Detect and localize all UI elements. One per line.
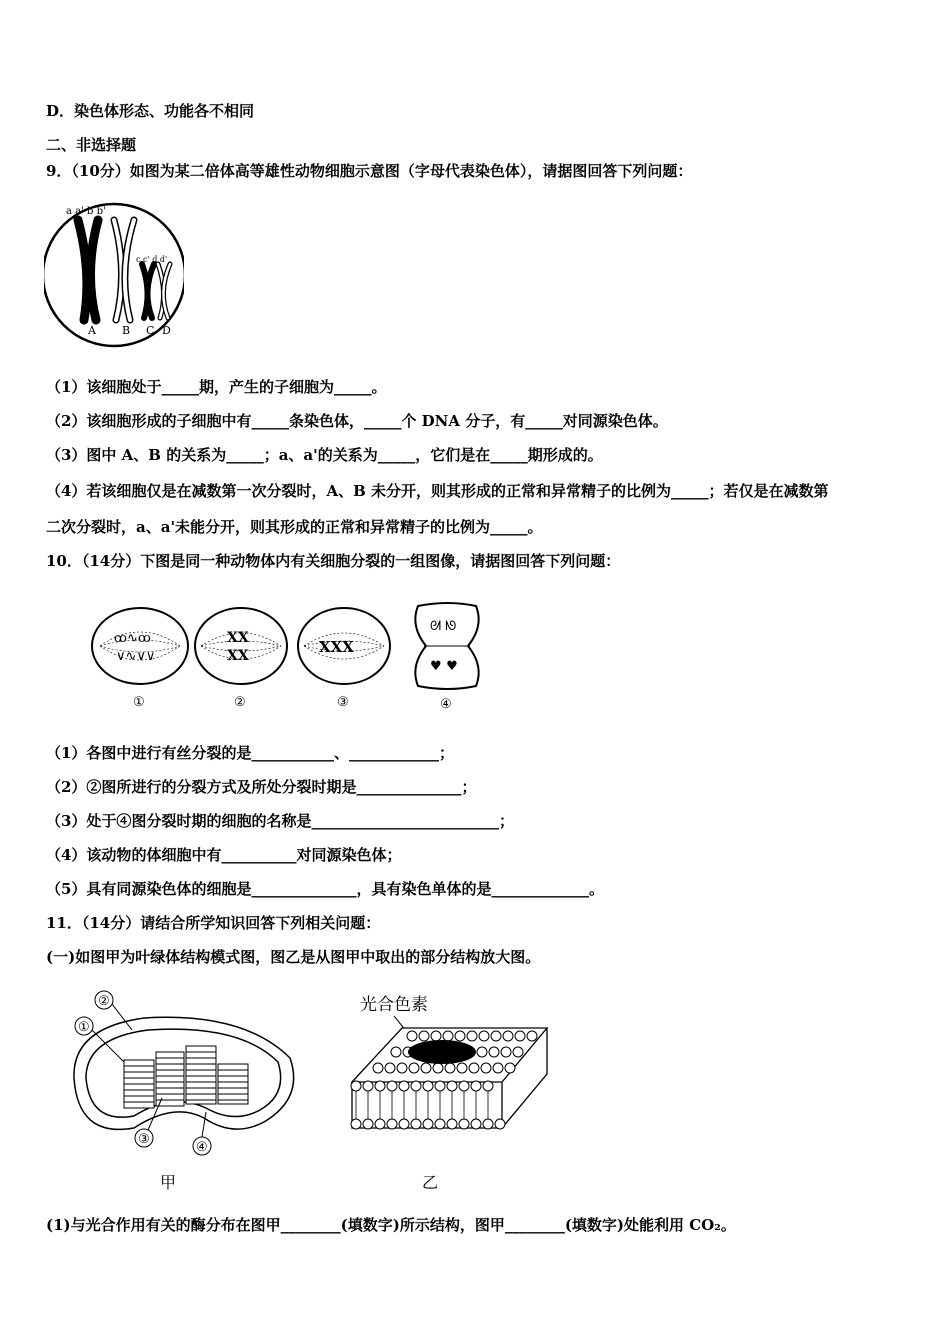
caption-jia: 甲 — [160, 1173, 177, 1192]
q11-part1: (1)与光合作用有关的酶分布在图甲________(填数字)所示结构，图甲________(填数字)处能利用 CO₂。 — [46, 1216, 736, 1234]
cell-2-label: ② — [234, 695, 246, 710]
pigment-label: 光合色素 — [360, 995, 428, 1015]
jia-label-4: ④ — [196, 1140, 208, 1155]
fig9-mid-labels: c c' d d' — [136, 255, 168, 264]
q10-heading: 10．（14分）下图是同一种动物体内有关细胞分裂的一组图像，请据图回答下列问题： — [46, 552, 621, 570]
thylakoid-stacks — [124, 1046, 248, 1108]
q11-subheading: (一)如图甲为叶绿体结构模式图，图乙是从图甲中取出的部分结构放大图。 — [46, 948, 541, 966]
svg-text:XXX: XXX — [319, 638, 354, 656]
q9-part4-line1: （4）若该细胞仅是在减数第一次分裂时，A、B 未分开，则其形成的正常和异常精子的比例为_____；若仅是在减数第 — [46, 482, 829, 500]
cell-2 — [195, 608, 287, 710]
chloroplast-figure — [64, 988, 304, 1158]
thylakoid-membrane-figure — [342, 990, 562, 1140]
q10-cells-figure — [88, 598, 488, 716]
fig9-top-labels: a a' b b' — [66, 206, 106, 217]
fig9-label-d: D — [162, 324, 171, 337]
svg-text:♥ ♥: ♥ ♥ — [430, 659, 458, 674]
fig9-label-a: A — [88, 324, 96, 337]
cell-3 — [298, 608, 390, 710]
svg-text:ꝏ∿ꝏ: ꝏ∿ꝏ — [114, 631, 151, 646]
cell-4-label: ④ — [440, 697, 452, 712]
jia-label-3: ③ — [138, 1132, 150, 1147]
svg-text:∨∿∨∨: ∨∿∨∨ — [116, 649, 156, 664]
cell-1 — [92, 608, 188, 710]
section-heading: 二、非选择题 — [46, 136, 137, 154]
q10-part2: （2）②图所进行的分裂方式及所处分裂时期是______________； — [46, 778, 477, 796]
option-d: D．染色体形态、功能各不相同 — [46, 102, 255, 120]
q9-part3: （3）图中 A、B 的关系为_____；a、a'的关系为_____，它们是在_____期形成的。 — [46, 446, 603, 464]
fig9-label-c: C — [146, 324, 155, 337]
svg-text:ᘛ ᘚ: ᘛ ᘚ — [430, 619, 457, 634]
q10-part4: （4）该动物的体细胞中有__________对同源染色体； — [46, 846, 402, 864]
q10-part3: （3）处于④图分裂时期的细胞的名称是_________________________； — [46, 812, 514, 830]
chromosome-a-prime — [90, 220, 98, 320]
q9-part4-line2: 二次分裂时，a、a'未能分开，则其形成的正常和异常精子的比例为_____。 — [46, 518, 543, 536]
q9-cell-figure — [44, 192, 184, 354]
cell-3-label: ③ — [337, 695, 349, 710]
q9-part2: （2）该细胞形成的子细胞中有_____条染色体，_____个 DNA 分子，有_____对同源染色体。 — [46, 412, 668, 430]
cell-1-label: ① — [133, 695, 145, 710]
q10-part5: （5）具有同源染色体的细胞是______________，具有染色单体的是_____________。 — [46, 880, 604, 898]
q9-part1: （1）该细胞处于_____期，产生的子细胞为_____。 — [46, 378, 387, 396]
jia-label-1: ① — [78, 1020, 90, 1035]
cell-4 — [415, 603, 478, 712]
pigment-cluster — [408, 1040, 476, 1064]
svg-text:XX: XX — [227, 630, 249, 646]
jia-label-2: ② — [98, 994, 110, 1009]
q11-heading: 11．（14分）请结合所学知识回答下列相关问题： — [46, 914, 381, 932]
fig9-label-b: B — [122, 324, 131, 337]
chromosome-a — [78, 220, 87, 320]
caption-yi: 乙 — [422, 1173, 439, 1192]
q10-part1: （1）各图中进行有丝分裂的是___________、____________； — [46, 744, 454, 762]
svg-text:XX: XX — [227, 648, 249, 664]
q9-heading: 9．（10分）如图为某二倍体高等雄性动物细胞示意图（字母代表染色体），请据图回答下列问题： — [46, 162, 693, 180]
